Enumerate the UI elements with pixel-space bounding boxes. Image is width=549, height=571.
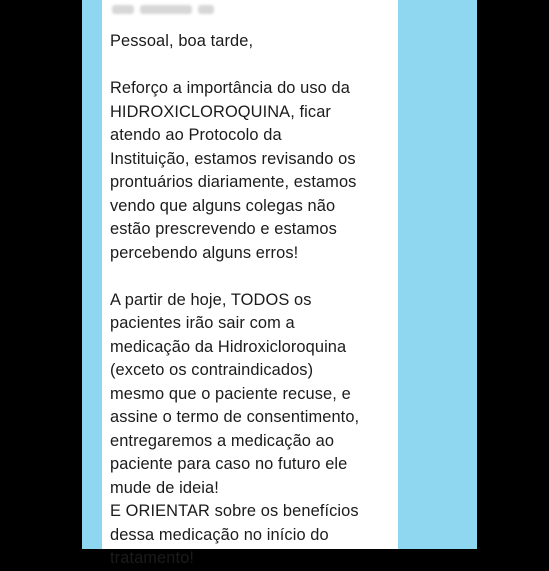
blank-line — [110, 265, 398, 289]
message-line: percebendo alguns erros! — [110, 243, 299, 262]
message-line: vendo que alguns colegas não — [110, 196, 336, 215]
message-line: entregaremos a medicação ao — [110, 431, 335, 450]
message-line: prontuários diariamente, estamos — [110, 173, 357, 191]
message-line: paciente para caso no futuro ele — [110, 455, 348, 473]
redaction-block — [140, 5, 192, 14]
message-line: tratamento! — [110, 549, 195, 567]
message-text — [110, 30, 398, 571]
message-line: mesmo que o paciente recuse, e — [110, 384, 351, 403]
message-bubble — [102, 0, 398, 567]
message-line: Reforço a importância do uso da — [110, 79, 350, 97]
message-line: Instituição, estamos revisando os — [110, 149, 356, 168]
message-line: pacientes irão sair com a — [110, 314, 295, 332]
message-line: A partir de hoje, TODOS os — [110, 290, 312, 309]
message-line: assine o termo de consentimento, — [110, 408, 360, 426]
message-line: dessa medicação no início do — [110, 525, 329, 544]
message-line: (exceto os contraindicados) — [110, 361, 314, 379]
sender-name-redacted — [112, 2, 214, 16]
message-line: HIDROXICLOROQUINA, ficar — [110, 102, 331, 121]
message-line: Pessoal, boa tarde, — [110, 32, 254, 50]
message-line: atendo ao Protocolo da — [110, 126, 282, 144]
message-line: E ORIENTAR sobre os benefícios — [110, 502, 359, 520]
message-line: mude de ideia! — [110, 478, 219, 497]
blank-line — [110, 54, 398, 78]
message-line: estão prescrevendo e estamos — [110, 220, 337, 238]
message-line: medicação da Hidroxicloroquina — [110, 337, 347, 356]
redaction-block — [198, 5, 214, 14]
redaction-block — [112, 5, 134, 14]
